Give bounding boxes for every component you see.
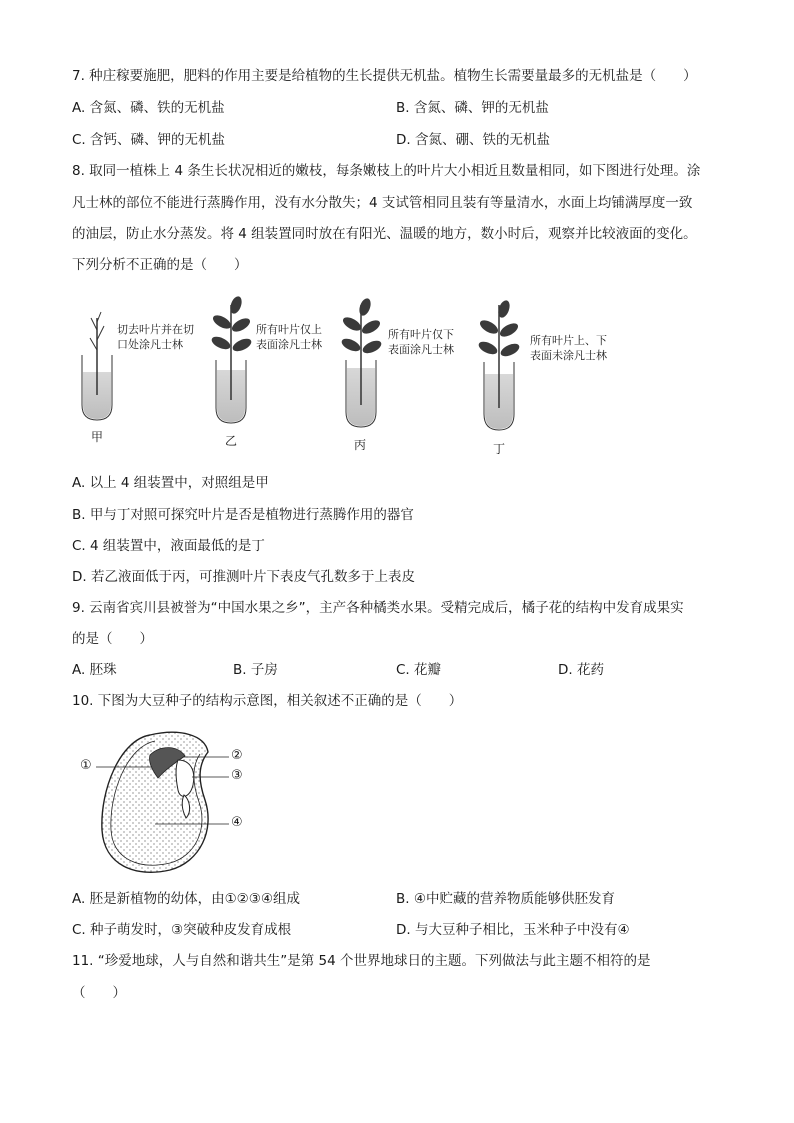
tube-jia-caption-line-2: 口处涂凡士林 — [117, 338, 183, 351]
seed-label-1: ① — [80, 758, 92, 773]
q8-option-b: B. 甲与丁对照可探究叶片是否是植物进行蒸腾作用的器官 — [72, 507, 414, 523]
q7-option-c: C. 含钙、磷、钾的无机盐 — [72, 132, 226, 148]
q7-option-b: B. 含氮、磷、钾的无机盐 — [396, 100, 549, 116]
q8-option-d: D. 若乙液面低于丙，可推测叶片下表皮气孔数多于上表皮 — [72, 569, 415, 585]
q8-option-c: C. 4 组装置中，液面最低的是丁 — [72, 538, 265, 554]
q9-stem-line-1: 9. 云南省宾川县被誉为“中国水果之乡”，主产各种橘类水果。受精完成后，橘子花的结构中发育成果实 — [72, 600, 684, 616]
tube-jia-caption-line-1: 切去叶片并在切 — [117, 323, 194, 336]
tube-yi-label: 乙 — [225, 434, 238, 448]
q10-stem: 10. 下图为大豆种子的结构示意图，相关叙述不正确的是（ ） — [72, 693, 463, 709]
tube-yi-caption-line-1: 所有叶片仅上 — [256, 323, 322, 336]
q9-option-c: C. 花瓣 — [396, 662, 442, 678]
tube-yi-caption-line-2: 表面涂凡士林 — [256, 338, 322, 351]
q10-option-b: B. ④中贮藏的营养物质能够供胚发育 — [396, 891, 615, 907]
tube-bing-caption-line-1: 所有叶片仅下 — [388, 328, 454, 341]
q7-option-a: A. 含氮、磷、铁的无机盐 — [72, 100, 225, 116]
q10-option-c: C. 种子萌发时，③突破种皮发育成根 — [72, 922, 292, 938]
tube-bing-caption-line-2: 表面涂凡士林 — [388, 343, 454, 356]
seed-label-3: ③ — [231, 768, 243, 783]
tube-jia-label: 甲 — [91, 430, 104, 444]
q11-stem-line-2: （ ） — [72, 985, 126, 1001]
q9-option-a: A. 胚珠 — [72, 662, 117, 678]
q9-option-b: B. 子房 — [233, 662, 278, 678]
q9-option-d: D. 花药 — [558, 662, 604, 678]
q8-stem-line-3: 的油层，防止水分蒸发。将 4 组装置同时放在有阳光、温暖的地方，数小时后，观察并比较液面的变化。 — [72, 226, 697, 242]
q11-stem-line-1: 11. “珍爱地球，人与自然和谐共生”是第 54 个世界地球日的主题。下列做法与此主题不相符的是 — [72, 953, 651, 969]
seed-label-2: ② — [231, 748, 243, 763]
q9-stem-line-2: 的是（ ） — [72, 631, 153, 647]
tube-bing-label: 丙 — [354, 438, 367, 452]
q8-option-a: A. 以上 4 组装置中，对照组是甲 — [72, 475, 269, 491]
tube-ding-label: 丁 — [493, 442, 506, 456]
tube-ding-caption-line-1: 所有叶片上、下 — [530, 334, 607, 347]
q8-stem-line-4: 下列分析不正确的是（ ） — [72, 257, 248, 273]
q7-option-d: D. 含氮、硼、铁的无机盐 — [396, 132, 550, 148]
seed-label-4: ④ — [231, 815, 243, 830]
q10-option-a: A. 胚是新植物的幼体，由①②③④组成 — [72, 891, 300, 907]
q10-option-d: D. 与大豆种子相比，玉米种子中没有④ — [396, 922, 630, 938]
q7-stem: 7. 种庄稼要施肥，肥料的作用主要是给植物的生长提供无机盐。植物生长需要量最多的无机盐是（ ） — [72, 68, 697, 84]
tube-ding-caption-line-2: 表面未涂凡士林 — [530, 349, 607, 362]
q8-stem-line-2: 凡士林的部位不能进行蒸腾作用，没有水分散失；4 支试管相同且装有等量清水，水面上均铺满厚度一致 — [72, 195, 693, 211]
q8-stem-line-1: 8. 取同一植株上 4 条生长状况相近的嫩枝，每条嫩枝上的叶片大小相近且数量相同，如下图进行处理。涂 — [72, 163, 701, 179]
